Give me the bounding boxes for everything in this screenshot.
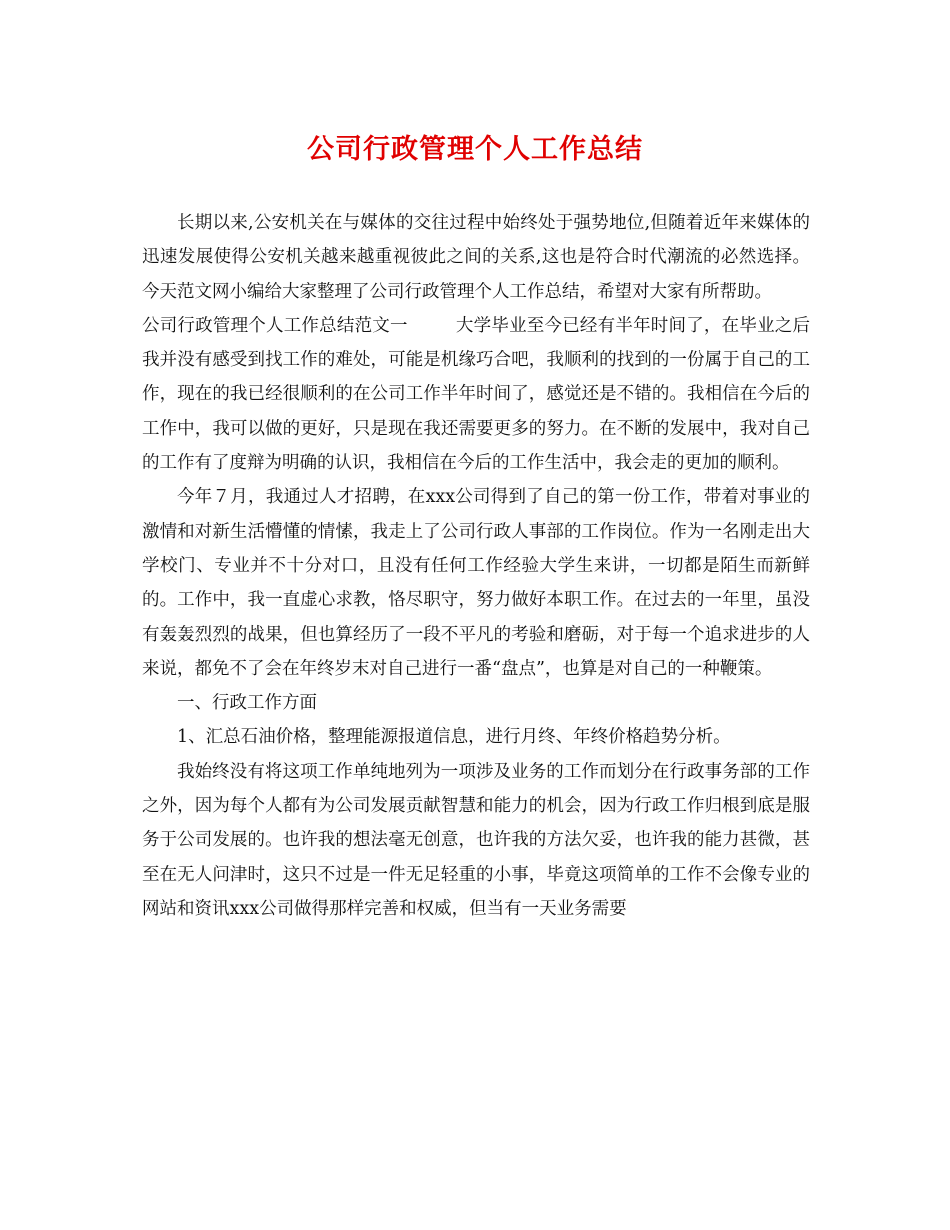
list-item-1: 1、汇总石油价格，整理能源报道信息，进行月终、年终价格趋势分析。 — [177, 727, 731, 748]
paragraph-sample-one-text: 大学毕业至今已经有半年时间了，在毕业之后我并没有感受到找工作的难处，可能是机缘巧合吧，我顺利的找到的一份属于自己的工作，现在的我已经很顺利的在公司工作半年时间了，感觉还是不错的。我相信在今后的工作中，我可以做的更好，只是现在我还需要更多的努力。在不断的发展中，我对自己的工作有了度辩为明确的认识，我相信在今后的工作生活中，我会走的更加的顺利。 — [142, 315, 811, 474]
document-title: 公司行政管理个人工作总结 — [307, 134, 643, 165]
paragraph-oil-price: 我始终没有将这项工作单纯地列为一项涉及业务的工作而划分在行政事务部的工作之外，因为每个人都有为公司发展贡献智慧和能力的机会，因为行政工作归根到底是服务于公司发展的。也许我的想法毫无创意，也许我的方法欠妥，也许我的能力甚微，甚至在无人问津时，这只不过是一件无足轻重的小事，毕竟这项简单的工作不会像专业的网站和资讯xxx公司做得那样完善和权威，但当有一天业务需要 — [142, 761, 810, 919]
document-body — [142, 206, 810, 926]
paragraph-intro: 长期以来,公安机关在与媒体的交往过程中始终处于强势地位,但随着近年来媒体的迅速发展使得公安机关越来越重视彼此之间的关系,这也是符合时代潮流的必然选择。今天范文网小编给大家整理了公司行政管理个人工作总结，希望对大家有所帮助。 — [142, 213, 810, 302]
inline-heading: 公司行政管理个人工作总结范文一 — [142, 315, 408, 336]
paragraph-sample-one — [142, 309, 810, 480]
paragraph-july: 今年７月，我通过人才招聘，在xxx公司得到了自己的第一份工作，带着对事业的激情和对新生活懵懂的情愫，我走上了公司行政人事部的工作岗位。作为一名刚走出大学校门、专业并不十分对口，且没有任何工作经验大学生来讲，一切都是陌生而新鲜的。工作中，我一直虚心求教，恪尽职守，努力做好本职工作。在过去的一年里，虽没有轰轰烈烈的战果，但也算经历了一段不平凡的考验和磨砺，对于每一个追求进步的人来说，都免不了会在年终岁末对自己进行一番“盘点”，也算是对自己的一种鞭策。 — [142, 487, 810, 679]
section-heading-admin: 一、行政工作方面 — [177, 693, 317, 714]
